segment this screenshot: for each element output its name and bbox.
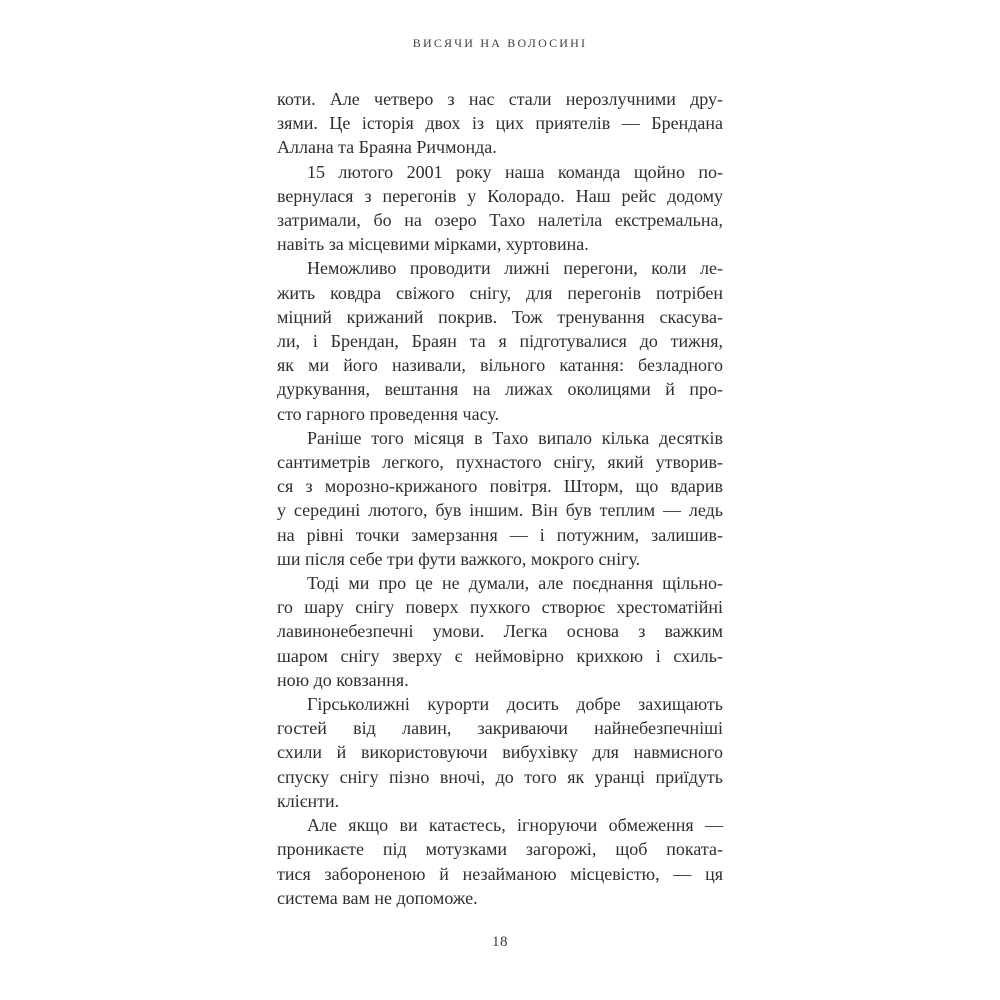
text-line: го шару снігу поверх пухкого створює хрестоматійні	[277, 597, 723, 618]
paragraph	[277, 256, 723, 425]
text-line: Але якщо ви катаєтесь, ігноруючи обмеження —	[307, 815, 723, 836]
text-line: ли, і Брендан, Браян та я підготувалися до тижня,	[277, 331, 723, 352]
text-line: Аллана та Браяна Ричмонда.	[277, 137, 497, 158]
text-line: лавинонебезпечні умови. Легка основа з важким	[277, 621, 723, 642]
running-head: ВИСЯЧИ НА ВОЛОСИНІ	[412, 36, 588, 50]
text-line: спуску снігу пізно вночі, до того як уранці приїдуть	[277, 766, 723, 787]
text-line: ши після себе три фути важкого, мокрого снігу.	[277, 548, 641, 569]
body-text-block	[277, 87, 723, 910]
text-line: сантиметрів легкого, пухнастого снігу, який утворив-	[277, 452, 723, 473]
text-line: Гірськолижні курорти досить добре захищають	[307, 694, 723, 715]
text-line: як ми його називали, вільного катання: безладного	[277, 355, 723, 376]
text-line: ною до ковзання.	[277, 669, 409, 690]
text-line: на рівні точки замерзання — і потужним, залишив-	[277, 524, 723, 545]
text-line: Раніше того місяця в Тахо випало кілька десятків	[307, 427, 723, 448]
text-line: вернулася з перегонів у Колорадо. Наш рейс додому	[277, 185, 723, 206]
text-line: зями. Це історія двох із цих приятелів — Брендана	[277, 113, 723, 134]
text-line: схили й використовуючи вибухівку для навмисного	[277, 742, 723, 763]
paragraph	[277, 571, 723, 692]
paragraph	[277, 426, 723, 571]
text-line: шаром снігу зверху є неймовірно крихкою і схиль-	[277, 645, 723, 666]
paragraph	[277, 160, 723, 257]
text-line: жить ковдра свіжого снігу, для перегонів потрібен	[277, 282, 723, 303]
text-line: у середині лютого, був іншим. Він був теплим — ледь	[277, 500, 723, 521]
paragraph	[277, 87, 723, 160]
text-line: тися забороненою й незайманою місцевістю, — ця	[277, 863, 723, 884]
text-line: міцний крижаний покрив. Тож тренування скасува-	[277, 306, 723, 327]
paragraph	[277, 813, 723, 910]
text-line: 15 лютого 2001 року наша команда щойно по-	[307, 161, 723, 182]
text-line: дуркування, вештання на лижах околицями й про-	[277, 379, 723, 400]
text-line: затримали, бо на озеро Тахо налетіла екстремальна,	[277, 210, 723, 231]
text-line: коти. Але четверо з нас стали нерозлучними дру-	[277, 89, 723, 109]
text-line: навіть за місцевими мірками, хуртовина.	[277, 234, 589, 255]
text-line: ся з морозно-крижаного повітря. Шторм, що вдарив	[277, 476, 723, 497]
text-line: система вам не допоможе.	[277, 887, 478, 908]
text-line: Неможливо проводити лижні перегони, коли ле-	[307, 258, 723, 279]
text-line: проникаєте під мотузками загорожі, щоб поката-	[277, 839, 723, 860]
text-line: клієнти.	[277, 790, 340, 811]
text-line: Тоді ми про це не думали, але поєднання щільно-	[307, 573, 723, 594]
text-line: гостей від лавин, закриваючи найнебезпечніші	[277, 718, 723, 739]
page-number: 18	[492, 934, 508, 950]
paragraph	[277, 692, 723, 813]
text-line: сто гарного проведення часу.	[277, 403, 500, 424]
